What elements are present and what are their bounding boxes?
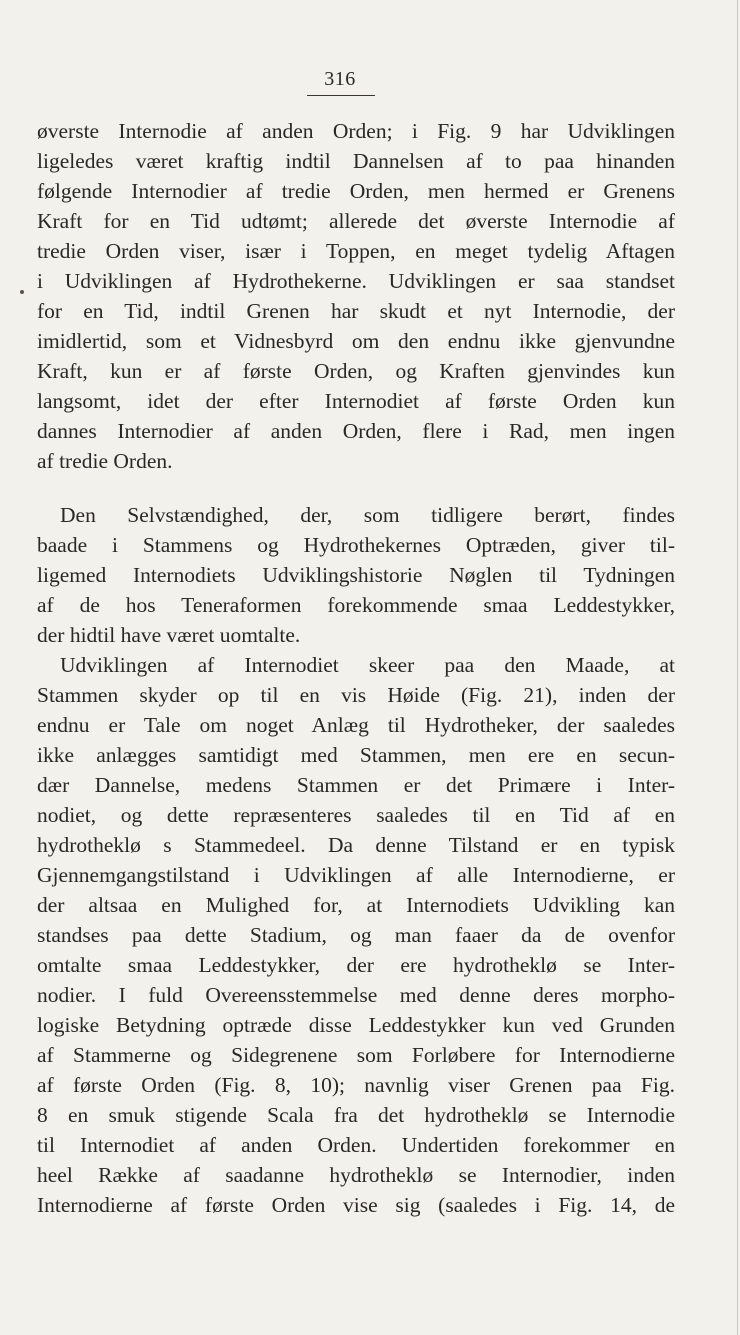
- text-line: der hidtil have været uomtalte.: [37, 623, 301, 647]
- text-line: logiske Betydning optræde disse Leddestykker kun ved Grunden: [37, 1013, 675, 1037]
- text-line: af første Orden (Fig. 8, 10); navnlig viser Grenen paa Fig.: [37, 1073, 675, 1097]
- text-line: dannes Internodier af anden Orden, flere i Rad, men ingen: [37, 419, 675, 443]
- text-line: af de hos Teneraformen forekommende smaa Leddestykker,: [37, 593, 675, 617]
- text-line: ikke anlægges samtidigt med Stammen, men ere en secun-: [37, 743, 675, 767]
- text-line: ligemed Internodiets Udviklingshistorie Nøglen til Tydningen: [37, 563, 675, 587]
- text-line: dær Dannelse, medens Stammen er det Primære i Inter-: [37, 773, 675, 797]
- text-line: følgende Internodier af tredie Orden, men hermed er Grenens: [37, 179, 675, 203]
- text-line: ligeledes været kraftig indtil Dannelsen af to paa hinanden: [37, 149, 675, 173]
- text-line: Gjennemgangstilstand i Udviklingen af alle Internodierne, er: [37, 863, 675, 887]
- text-line: imidlertid, som et Vidnesbyrd om den endnu ikke gjenvundne: [37, 329, 675, 353]
- text-line: af tredie Orden.: [37, 449, 173, 473]
- text-line: i Udviklingen af Hydrothekerne. Udviklingen er saa standset: [37, 269, 675, 293]
- page-number-rule: [307, 95, 375, 96]
- text-line: Stammen skyder op til en vis Høide (Fig. 21), inden der: [37, 683, 675, 707]
- text-line: Udviklingen af Internodiet skeer paa den Maade, at: [60, 653, 675, 677]
- text-line: tredie Orden viser, især i Toppen, en meget tydelig Aftagen: [37, 239, 675, 263]
- text-line: Internodierne af første Orden vise sig (saaledes i Fig. 14, de: [37, 1193, 675, 1217]
- text-line: Kraft for en Tid udtømt; allerede det øverste Internodie af: [37, 209, 675, 233]
- text-line: endnu er Tale om noget Anlæg til Hydrotheker, der saaledes: [37, 713, 675, 737]
- margin-mark: [20, 290, 24, 294]
- text-line: omtalte smaa Leddestykker, der ere hydrotheklø se Inter-: [37, 953, 675, 977]
- text-line: baade i Stammens og Hydrothekernes Optræden, giver til-: [37, 533, 675, 557]
- text-line: til Internodiet af anden Orden. Undertiden forekommer en: [37, 1133, 675, 1157]
- page-edge-line: [737, 0, 738, 1335]
- text-line: af Stammerne og Sidegrenene som Forløbere for Internodierne: [37, 1043, 675, 1067]
- text-line: Kraft, kun er af første Orden, og Kraften gjenvindes kun: [37, 359, 675, 383]
- text-line: der altsaa en Mulighed for, at Internodiets Udvikling kan: [37, 893, 675, 917]
- text-line: nodier. I fuld Overeensstemmelse med denne deres morpho-: [37, 983, 675, 1007]
- page-number: 316: [324, 68, 356, 90]
- text-line: heel Række af saadanne hydrotheklø se Internodier, inden: [37, 1163, 675, 1187]
- text-line: nodiet, og dette repræsenteres saaledes til en Tid af en: [37, 803, 675, 827]
- text-line: 8 en smuk stigende Scala fra det hydrotheklø se Internodie: [37, 1103, 675, 1127]
- text-line: øverste Internodie af anden Orden; i Fig. 9 har Udviklingen: [37, 119, 675, 143]
- text-line: for en Tid, indtil Grenen har skudt et nyt Internodie, der: [37, 299, 675, 323]
- text-line: Den Selvstændighed, der, som tidligere berørt, findes: [60, 503, 675, 527]
- text-line: langsomt, idet der efter Internodiet af første Orden kun: [37, 389, 675, 413]
- text-line: hydrotheklø s Stammedeel. Da denne Tilstand er en typisk: [37, 833, 675, 857]
- text-line: standses paa dette Stadium, og man faaer da de ovenfor: [37, 923, 675, 947]
